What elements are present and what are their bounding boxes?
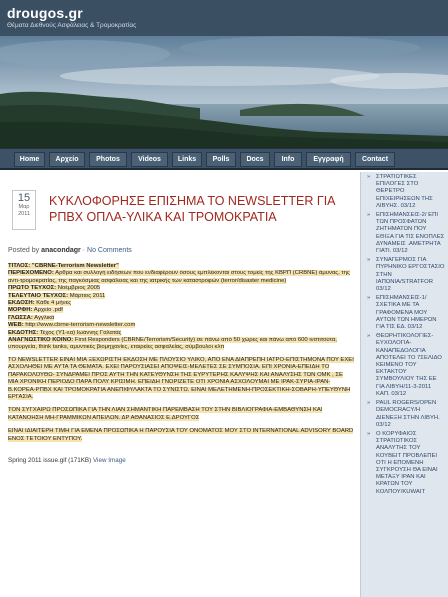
bullet-icon: »: [367, 333, 371, 340]
info-lang-value: Αγγλικά: [34, 314, 55, 321]
info-web-link[interactable]: http://www.cbrne-terrorism-newsletter.com: [25, 322, 136, 329]
byline-prefix: Posted by: [8, 247, 40, 254]
recent-post-link[interactable]: ΘΕΩΡΗΤΙΚΟΛΟΓΙΕΣ-ΕΥΧΟΛΟΓΙΑ-ΚΑΝΑΠΕΔΟΛΟΓΙΑ ΑΠΟΤΕΛΕΙ ΤΟ 7ΣΕΛΙΔΟ ΚΕΙΜΕΝΟ ΤΟΥ ΕΚΤΑΚΤΟΥ ΣΥΜΒΟΥΛΙΟΥ ΤΗΣ ΕΕ ΓΙΑ ΛΙΒΥΗ/11-3-2011 ΚΑΠ. 03/12: [376, 333, 442, 397]
sidebar-recent-posts: [360, 172, 448, 597]
byline-separator: ·: [82, 247, 86, 254]
info-issue-value: Κάθε 4 μήνες: [36, 300, 72, 307]
nav-links[interactable]: Links: [172, 152, 202, 167]
post-date-badge: [12, 190, 36, 230]
post-paragraph: [8, 407, 354, 422]
comments-link[interactable]: No Comments: [87, 247, 132, 254]
post-date-year: 2011: [18, 211, 30, 217]
post-body: [8, 263, 354, 597]
info-title-label: ΤΙΤΛΟΣ:: [8, 263, 31, 269]
nav-register[interactable]: Εγγραφή: [306, 152, 351, 167]
info-content-value: Αρθρα και συλλογή ειδήσεων που ενδιαφέρουν όσους εμπλέκονται στους τομείς της ΚΒΡΠ (CRBNE) άμυνας, της αντι-τρομοκρατίας, της παγκόσμιας ασφάλειας και της ιατρικής των καταστροφών (terror/disaster medicine): [8, 270, 350, 284]
post-paragraph: [8, 428, 354, 443]
nav-archive[interactable]: Αρχείο: [49, 152, 85, 167]
header-banner-image: [0, 36, 448, 148]
post-paragraph-text: ΕΙΝΑΙ ΙΔΙΑΙΤΕΡΗ ΤΙΜΗ ΓΙΑ ΕΜΕΝΑ ΠΡΟΣΩΠΙΚΑ Η ΠΑΡΟΥΣΙΑ ΤΟΥ ΟΝΟΜΑΤΟΣ ΜΟΥ ΣΤΟ INTERNATIONAL ADVISORY BOARD ΕΝΟΣ ΤΕΤΟΙΟΥ ΕΝΤΥΠΟΥ.: [8, 428, 354, 442]
info-issue-label: ΕΚΔΟΣΗ:: [8, 300, 35, 307]
site-title[interactable]: drougos.gr: [7, 5, 83, 21]
info-title-value: "CBRNE-Terrorism Newsletter": [31, 263, 119, 269]
info-audience-label: ΑΝΑΓΝΩΣΤΙΚΟ ΚΟΙΝΟ:: [8, 337, 74, 344]
view-image-link[interactable]: View Image: [92, 456, 126, 464]
post-paragraph-text: ΤΟ NEWSLETTER ΕΙΝΑΙ ΜΙΑ ΞΕΧΩΡΙΣΤΗ ΕΚΔΟΣΗ ΜΕ ΠΛΟΥΣΙΟ ΥΛΙΚΟ, ΑΠΟ ΕΝΑ ΔΙΑΠΡΕΠΗ ΙΑΤΡΟ-ΕΠΙΣΤΗΜΟΝΑ ΠΟΥ ΕΧΕΙ ΑΣΧΟΛΗΘΕΙ ΜΕ ΑΥΤΑ ΤΑ ΘΕΜΑΤΑ. ΕΧΕΙ ΠΑΡΟΥΣΙΑΣΕΙ ΑΠΟΨΕΙΣ-ΜΕΛΕΤΕΣ ΣΕ ΣΥΜΠΟΣΙΑ. ΕΠΙ ΧΡΟΝΙΑ-ΕΠΕΙΔΗ ΤΟ ΠΑΡΑΚΟΛΟΥΘΩ- ΣΥΝΔΡΑΜΕΙ ΠΡΟΣ ΑΥΤΗ ΤΗΝ ΚΑΤΕΥΘΥΝΣΗ ΤΗΣ ΕΥΡΥΤΕΡΗΣ ΚΑΛΥΨΗΣ ΚΑΙ ΑΝΑΛΥΣΗΣ ΤΩΝ ΟΜΚ , ΣΕ ΜΙΑ ΧΡΟΝΙΚΗ ΠΕΡΙΟΔΟ ΠΑΡΑ ΠΟΛΥ ΚΡΙΣΙΜΗ. ΕΠΕΙΔΗ ΓΝΩΡΙΖΕΤΕ ΟΤΙ ΧΡΟΝΙΑ ΑΣΧΟΛΟΥΜΑΙ ΜΕ ΙΡΑΚ-ΣΥΡΙΑ-ΙΡΑΝ-Β.ΚΟΡΕΑ-ΡΠΒΧ ΚΑΙ ΤΡΟΜΟΚΡΑΤΙΑ ΑΝΕΠΙΦΥΛΑΚΤΑ ΤΟ ΣΥΝΙΣΤΩ. ΕΙΝΑΙ ΜΕΛΕΤΗΜΕΝΗ-ΠΡΟΣΕΚΤΙΚΗ-ΣΟΒΑΡΗ-ΥΠΕΥΘΥΝΗ ΕΡΓΑΣΙΑ.: [8, 356, 354, 400]
nav-contact[interactable]: Contact: [355, 152, 395, 167]
nav-videos[interactable]: Videos: [131, 152, 168, 167]
nav-info[interactable]: Info: [274, 152, 302, 167]
bullet-icon: »: [367, 400, 371, 407]
info-content-label: ΠΕΡΙΕΧΟΜΕΝΟ:: [8, 270, 54, 277]
coastal-landscape-image: [0, 36, 448, 148]
info-form-label: ΜΟΡΦΗ:: [8, 307, 33, 314]
recent-post-item[interactable]: [364, 295, 445, 331]
info-last-label: ΤΕΛΕΥΤΑΙΟ ΤΕΥΧΟΣ:: [8, 292, 69, 299]
recent-post-link[interactable]: ΣΤΡΑΤΙΩΤΙΚΕΣ ΕΠΙΛΟΓΕΣ ΣΤΟ ΘΕΡΕΤΡΟ ΕΠΙΧΕΙΡΗΣΕΩΝ ΤΗΣ ΛΙΒΥΗΣ. 03/12: [376, 174, 433, 209]
info-editor-value: Τέχος (Υ1-εα) Ιωάννης Γαλατάς: [39, 329, 122, 336]
bullet-icon: »: [367, 174, 371, 180]
site-tagline: Θέματα Διεθνούς Ασφάλειας & Τρομοκρατίας: [7, 22, 137, 29]
recent-post-link[interactable]: ΣΥΝΑΓΕΡΜΟΣ ΓΙΑ ΠΥΡΗΝΙΚΟ ΕΡΓΟΣΤΑΣΙΟ ΣΤΗΝ ΙΑΠΩΝΙΑ/STRATFOR 03/12: [376, 257, 445, 293]
bullet-icon: »: [367, 430, 371, 437]
bullet-icon: »: [367, 212, 371, 219]
post-date-day: 15: [17, 192, 31, 204]
recent-post-item[interactable]: [364, 431, 445, 496]
info-first-label: ΠΡΩΤΟ ΤΕΥΧΟΣ:: [8, 285, 57, 292]
info-audience-value: First Responders (CBRNE/Terrorism/Security) σε πάνω από 50 χώρες και πάνω από 600 ινστιτούτα, υπουργεία, think tanks, αμυντικές βιομηχανίες, εταιρείες ασφαλείας, σύμβουλοι κλπ: [8, 337, 337, 351]
info-last-value: Μάρτιος 2011: [69, 292, 106, 299]
recent-posts-list: [361, 172, 448, 496]
post-byline: [8, 247, 132, 254]
recent-post-item[interactable]: [364, 257, 445, 293]
recent-post-item[interactable]: [364, 400, 445, 429]
info-lang-label: ΓΛΩΣΣΑ:: [8, 314, 33, 321]
info-first-value: Νοέμβριος 2005: [57, 285, 101, 292]
info-form-value: Αρχείο .pdf: [33, 307, 63, 314]
recent-post-link[interactable]: PAUL ROGERS/OPEN DEMOCRACY/Η ΔΙΕΝΕΞΗ ΣΤΗΝ ΛΙΒΥΗ. 03/12: [376, 400, 440, 428]
bullet-icon: »: [367, 257, 371, 264]
nav-docs[interactable]: Docs: [240, 152, 270, 167]
post-date-month: Μαρ: [18, 204, 30, 210]
post-title[interactable]: ΚΥΚΛΟΦΟΡΗΣΕ ΕΠΙΣΗΜΑ ΤΟ NEWSLETTER ΓΙΑ ΡΠΒΧ ΟΠΛΑ-ΥΛΙΚΑ ΚΑΙ ΤΡΟΜΟΚΡΑΤΙΑ: [49, 194, 335, 224]
nav-photos[interactable]: Photos: [89, 152, 127, 167]
recent-post-item[interactable]: [364, 333, 445, 398]
info-web-label: WEB:: [8, 322, 24, 329]
recent-post-item[interactable]: [364, 212, 445, 255]
post-attachment: [8, 457, 354, 464]
bullet-icon: »: [367, 295, 371, 302]
post-paragraph: [8, 357, 354, 401]
nav-home[interactable]: Home: [14, 152, 45, 167]
recent-post-link[interactable]: Ο ΚΟΡΥΦΑΙΟΣ ΣΤΡΑΤΙΩΤΙΚΟΣ ΑΝΑΛΥΤΗΣ ΤΟΥ ΚΟΥΒΕΙΤ ΠΡΟΒΛΕΠΕΙ ΟΤΙ Η ΕΠΟΜΕΝΗ ΣΥΓΚΡΟΥΣΗ ΘΑ ΕΙΝΑΙ ΜΕΤΑΞΥ ΙΡΑΝ ΚΑΙ ΚΡΑΤΩΝ ΤΟΥ ΚΟΛΠΟΥ/KUWAIT: [376, 430, 438, 495]
recent-post-item[interactable]: [364, 174, 445, 210]
post-author-link[interactable]: anacondagr: [41, 247, 81, 254]
recent-post-link[interactable]: ΕΠΙΣΗΜΑΝΣΕΙΣ-1/ΣΧΕΤΙΚΑ ΜΕ ΤΑ ΓΡΑΦΟΜΕΝΑ ΜΟΥ ΑΥΤΩΝ ΤΩΝ ΗΜΕΡΩΝ ΓΙΑ ΤΙΣ ΕΔ. 03/12: [376, 295, 437, 331]
recent-post-link[interactable]: ΕΠΙΣΗΜΑΝΣΕΙΣ-2/ ΕΠΙ ΤΩΝ ΠΡΟΣΦΑΤΩΝ ΖΗΤΗΜΑΤΩΝ ΠΟΥ ΕΘΙΞΑ ΓΙΑ ΤΙΣ ΕΝΟΠΛΕΣ ΔΥΝΑΜΕΙΣ .ΑΜΕΤΡΗΤΑ ΓΙΑΤΙ. 03/12: [376, 212, 445, 255]
nav-polls[interactable]: Polls: [206, 152, 236, 167]
site-header: [0, 0, 448, 36]
main-navigation: [0, 148, 448, 170]
attachment-file[interactable]: Spring 2011 issue.gif (171KB): [8, 456, 92, 464]
info-editor-label: ΕΚΔΟΤΗΣ:: [8, 329, 39, 336]
post-paragraph-text: ΤΟΝ ΣΥΓΧΑΙΡΩ ΠΡΟΣΩΠΙΚΑ ΓΙΑ ΤΗΝ ΛΙΑΝ ΣΗΜΑΝΤΙΚΗ ΠΑΡΕΜΒΑΣΗ ΤΟΥ ΣΤΗΝ ΒΙΒΛΙΟΓΡΑΦΙΑ-ΕΜΒΑΘΥΝΣΗ ΚΑΙ ΚΑΤΑΝΟΗΣΗ ΜΗ-ΓΡΑΜΜΙΚΩΝ ΑΠΕΙΛΩΝ. ΔΡ ΑΘΑΝΑΣΙΟΣ Ε.ΔΡΟΥΓΟΣ: [8, 407, 323, 421]
newsletter-info: [8, 263, 354, 352]
